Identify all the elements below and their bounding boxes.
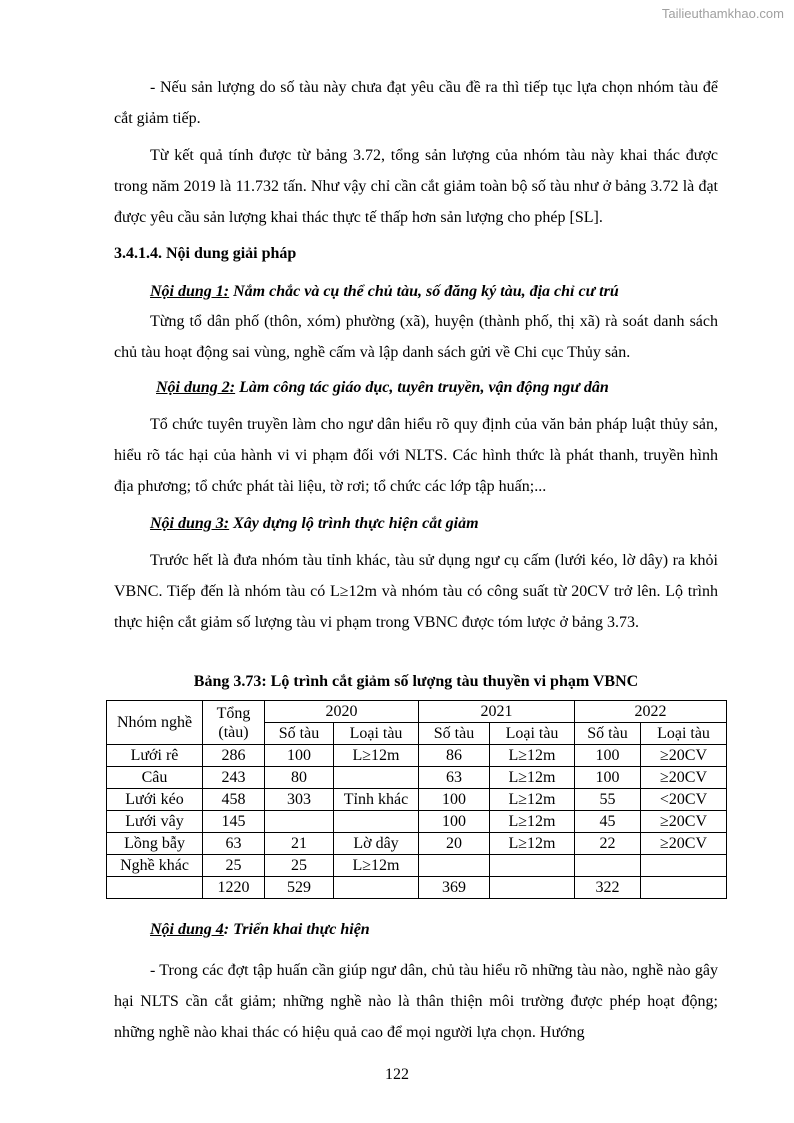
table-cell: ≥20CV xyxy=(641,811,727,833)
header-total: Tổng (tàu) xyxy=(203,701,265,745)
table-cell: 100 xyxy=(575,745,641,767)
table-cell: ≥20CV xyxy=(641,745,727,767)
content-1-title: Nắm chắc và cụ thể chủ tàu, số đăng ký tàu, địa chỉ cư trú xyxy=(229,283,619,300)
table-cell: 21 xyxy=(265,833,334,855)
table-cell: 100 xyxy=(265,745,334,767)
table-cell: 286 xyxy=(203,745,265,767)
content-3-title: Xây dựng lộ trình thực hiện cắt giảm xyxy=(229,515,479,532)
header-type: Loại tàu xyxy=(641,723,727,745)
table-cell: 63 xyxy=(419,767,490,789)
table-cell xyxy=(334,767,419,789)
table-caption: Bảng 3.73: Lộ trình cắt giảm số lượng tàu thuyền vi phạm VBNC xyxy=(193,673,639,690)
table-cell: Lờ dây xyxy=(334,833,419,855)
watermark: Tailieuthamkhao.com xyxy=(661,6,784,21)
table-row xyxy=(107,767,727,789)
table-row xyxy=(107,877,727,899)
content-1-label: Nội dung 1: xyxy=(150,283,230,300)
table-cell: <20CV xyxy=(641,789,727,811)
header-type: Loại tàu xyxy=(334,723,419,745)
paragraph-3: Từng tổ dân phố (thôn, xóm) phường (xã), huyện (thành phố, thị xã) rà soát danh sách chủ tàu hoạt động sai vùng, nghề cấm và lập danh sách gửi về Chi cục Thủy sản. xyxy=(114,313,718,361)
table-row xyxy=(107,789,727,811)
table-cell: 25 xyxy=(265,855,334,877)
table-cell xyxy=(334,877,419,899)
table-cell: 86 xyxy=(419,745,490,767)
content-3-label: Nội dung 3: xyxy=(150,515,230,532)
section-heading: 3.4.1.4. Nội dung giải pháp xyxy=(114,245,297,262)
table-cell: Nghề khác xyxy=(107,855,203,877)
table-cell: 20 xyxy=(419,833,490,855)
table-cell: Câu xyxy=(107,767,203,789)
table-cell: ≥20CV xyxy=(641,767,727,789)
paragraph-5: Trước hết là đưa nhóm tàu tỉnh khác, tàu sử dụng ngư cụ cấm (lưới kéo, lờ dây) ra khỏi VBNC. Tiếp đến là nhóm tàu có L≥12m và nhóm tàu có công suất từ 20CV trở lên. Lộ trình thực hiện cắt giảm số lượng tàu vi phạm trong VBNC được tóm lược ở bảng 3.73. xyxy=(114,552,718,631)
table-cell: 322 xyxy=(575,877,641,899)
reduction-roadmap-table xyxy=(106,700,727,899)
header-count: Số tàu xyxy=(575,723,641,745)
content-4-heading xyxy=(150,918,370,942)
table-cell: 145 xyxy=(203,811,265,833)
table-cell: 55 xyxy=(575,789,641,811)
table-cell: 243 xyxy=(203,767,265,789)
table-cell: 1220 xyxy=(203,877,265,899)
table-cell xyxy=(419,855,490,877)
content-3-heading xyxy=(150,512,479,536)
table-cell xyxy=(641,855,727,877)
paragraph-1: - Nếu sản lượng do số tàu này chưa đạt yêu cầu đề ra thì tiếp tục lựa chọn nhóm tàu để cắt giảm tiếp. xyxy=(114,79,718,127)
table-cell: ≥20CV xyxy=(641,833,727,855)
table-cell xyxy=(490,877,575,899)
table-cell: 458 xyxy=(203,789,265,811)
table-cell: Lồng bẫy xyxy=(107,833,203,855)
paragraph-6: - Trong các đợt tập huấn cần giúp ngư dân, chủ tàu hiểu rõ những tàu nào, nghề nào gây hại NLTS cần cắt giảm; những nghề nào là thân thiện môi trường được phép hoạt động; những nghề nào khai thác có hiệu quả cao để mọi người lựa chọn. Hướng xyxy=(114,962,718,1041)
table-cell: 100 xyxy=(419,811,490,833)
page-number: 122 xyxy=(385,1066,409,1083)
table-cell xyxy=(490,855,575,877)
table-cell: Lưới rê xyxy=(107,745,203,767)
table-cell: L≥12m xyxy=(490,811,575,833)
content-2-label: Nội dung 2: xyxy=(156,379,236,396)
table-cell: L≥12m xyxy=(490,833,575,855)
content-2-title: Làm công tác giáo dục, tuyên truyền, vận động ngư dân xyxy=(235,379,609,396)
table-cell: Lưới kéo xyxy=(107,789,203,811)
table-cell: 80 xyxy=(265,767,334,789)
table-cell: 45 xyxy=(575,811,641,833)
table-cell: L≥12m xyxy=(334,745,419,767)
table-cell: 529 xyxy=(265,877,334,899)
content-2-heading xyxy=(156,376,609,400)
header-group: Nhóm nghề xyxy=(107,701,203,745)
table-row xyxy=(107,833,727,855)
header-year-2020: 2020 xyxy=(265,701,419,723)
table-cell xyxy=(641,877,727,899)
content-4-title: : Triển khai thực hiện xyxy=(223,921,370,938)
table-cell: Tỉnh khác xyxy=(334,789,419,811)
table-cell: L≥12m xyxy=(490,745,575,767)
table-cell: 100 xyxy=(575,767,641,789)
header-count: Số tàu xyxy=(419,723,490,745)
table-row xyxy=(107,745,727,767)
header-year-2022: 2022 xyxy=(575,701,727,723)
content-4-label: Nội dung 4 xyxy=(150,921,224,938)
table-cell xyxy=(265,811,334,833)
table-cell xyxy=(575,855,641,877)
table-cell xyxy=(107,877,203,899)
content-1-heading xyxy=(150,280,619,304)
table-cell xyxy=(334,811,419,833)
table-cell: L≥12m xyxy=(490,789,575,811)
table-row xyxy=(107,811,727,833)
table-cell: Lưới vây xyxy=(107,811,203,833)
header-year-2021: 2021 xyxy=(419,701,575,723)
paragraph-4: Tổ chức tuyên truyền làm cho ngư dân hiểu rõ quy định của văn bản pháp luật thủy sản, hiểu rõ tác hại của hành vi vi phạm đối với NLTS. Các hình thức là phát thanh, truyền hình địa phương; tổ chức phát tài liệu, tờ rơi; tổ chức các lớp tập huấn;... xyxy=(114,416,718,495)
table-cell: 22 xyxy=(575,833,641,855)
header-type: Loại tàu xyxy=(490,723,575,745)
table-cell: 369 xyxy=(419,877,490,899)
header-count: Số tàu xyxy=(265,723,334,745)
table-cell: 63 xyxy=(203,833,265,855)
table-cell: L≥12m xyxy=(490,767,575,789)
paragraph-2: Từ kết quả tính được từ bảng 3.72, tổng sản lượng của nhóm tàu này khai thác được trong năm 2019 là 11.732 tấn. Như vậy chỉ cần cắt giảm toàn bộ số tàu như ở bảng 3.72 là đạt được yêu cầu sản lượng khai thác thực tế thấp hơn sản lượng cho phép [SL]. xyxy=(114,147,718,226)
table-cell: 303 xyxy=(265,789,334,811)
table-row xyxy=(107,855,727,877)
table-cell: 25 xyxy=(203,855,265,877)
table-header-row xyxy=(107,701,727,723)
table-cell: L≥12m xyxy=(334,855,419,877)
table-cell: 100 xyxy=(419,789,490,811)
